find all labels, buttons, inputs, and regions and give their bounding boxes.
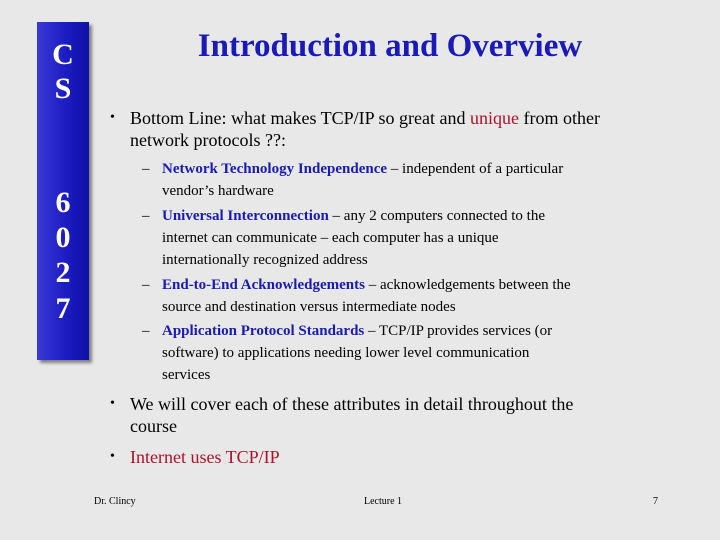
dash-marker: – xyxy=(142,208,150,224)
sub-item-term: End-to-End Acknowledgements xyxy=(162,277,365,293)
bullet-internet-uses: Internet uses TCP/IP xyxy=(130,447,280,467)
bullet-text: from other xyxy=(518,108,600,128)
sub-item-term: Application Protocol Standards xyxy=(162,323,365,339)
sub-item-text: – independent of a particular xyxy=(387,161,564,177)
sub-item-text: internationally recognized address xyxy=(162,252,368,268)
bullet-text: Bottom Line: what makes TCP/IP so great and xyxy=(130,108,470,128)
sub-item-technology-independence xyxy=(162,158,702,202)
footer-page-number: 7 xyxy=(653,496,658,507)
sub-item-text: source and destination versus intermediate nodes xyxy=(162,299,456,315)
dash-marker: – xyxy=(142,277,150,293)
bullet-text: We will cover each of these attributes in detail throughout the xyxy=(130,394,574,414)
course-number-digit: 7 xyxy=(55,292,71,325)
slide-title: Introduction and Overview xyxy=(197,28,583,64)
sub-item-text: internet can communicate – each computer has a unique xyxy=(162,230,499,246)
sub-item-term: Universal Interconnection xyxy=(162,208,329,224)
course-letter: C xyxy=(52,38,74,71)
sub-item-application-protocol xyxy=(162,320,702,386)
sub-item-text: – any 2 computers connected to the xyxy=(328,208,545,224)
sub-item-text: – acknowledgements between the xyxy=(364,277,571,293)
sub-item-text: – TCP/IP provides services (or xyxy=(364,323,553,339)
sub-item-universal-interconnection xyxy=(162,205,702,271)
dash-marker: – xyxy=(142,161,150,177)
dash-marker: – xyxy=(142,323,150,339)
bullet-dot: • xyxy=(110,449,115,464)
sub-item-end-to-end xyxy=(162,274,702,318)
sub-item-text: vendor’s hardware xyxy=(162,183,274,199)
sub-item-text: services xyxy=(162,367,211,383)
course-letter: S xyxy=(54,72,72,105)
sub-item-text: software) to applications needing lower level communication xyxy=(162,345,530,361)
bullet-text: course xyxy=(130,416,177,436)
bullet-bottom-line xyxy=(130,107,700,151)
footer-author: Dr. Clincy xyxy=(94,496,136,507)
course-code-bar xyxy=(37,22,89,360)
bullet-dot: • xyxy=(110,396,115,411)
course-number-digit: 0 xyxy=(55,221,71,254)
bullet-text: network protocols ??: xyxy=(130,130,286,150)
bullet-dot: • xyxy=(110,110,115,125)
footer-lecture: Lecture 1 xyxy=(364,496,403,507)
course-number-digit: 2 xyxy=(55,256,71,289)
bullet-cover-attributes xyxy=(130,393,700,437)
course-number-digit: 6 xyxy=(55,186,71,219)
highlight-word: unique xyxy=(469,108,519,128)
sub-item-term: Network Technology Independence xyxy=(162,161,388,177)
